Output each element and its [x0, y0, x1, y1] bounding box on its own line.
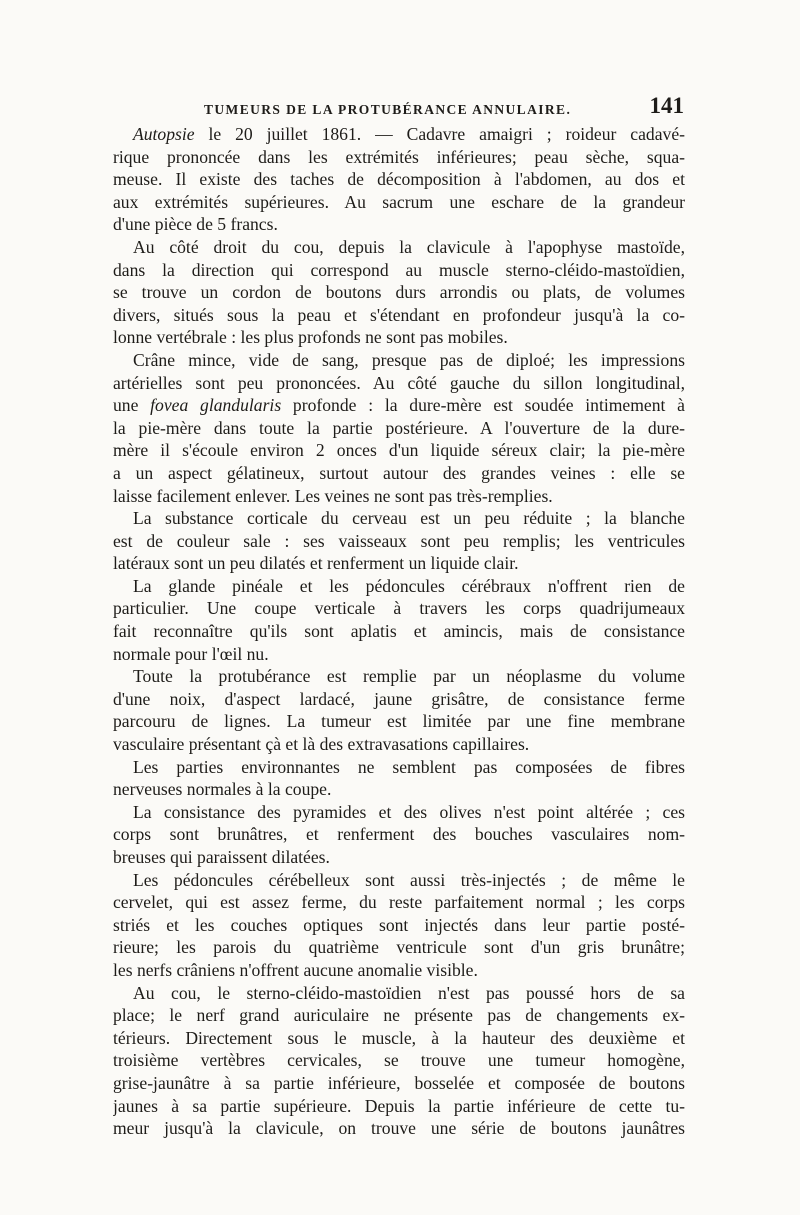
line-text: normale pour l'œil nu. [113, 643, 269, 664]
line-text: une [113, 395, 151, 416]
line-text: place; le nerf grand auriculaire ne présente pas de changements ex- [113, 1005, 685, 1026]
text-line [113, 1117, 685, 1140]
line-text: a un aspect gélatineux, surtout autour des grandes veines : elle se [113, 462, 685, 483]
line-text: La consistance des pyramides et des olives n'est point altérée ; ces [133, 801, 685, 822]
line-text: corps sont brunâtres, et renferment des bouches vasculaires nom- [113, 824, 685, 845]
line-text: nerveuses normales à la coupe. [113, 779, 332, 800]
page-number: 141 [649, 93, 684, 118]
text-line [113, 733, 685, 756]
text-line [113, 846, 685, 869]
text-line [113, 891, 685, 914]
line-text: La glande pinéale et les pédoncules cérébraux n'offrent rien de [133, 575, 685, 596]
text-line [113, 982, 685, 1005]
text-line [113, 710, 685, 733]
text-line [113, 191, 685, 214]
text-line [113, 213, 685, 236]
line-text: Les parties environnantes ne semblent pas composées de fibres [133, 756, 685, 777]
text-line [113, 304, 685, 327]
page-header [112, 93, 684, 122]
line-text: laisse facilement enlever. Les veines ne sont pas très-remplies. [113, 485, 553, 506]
text-line [113, 756, 685, 779]
line-text: fait reconnaître qu'ils sont aplatis et amincis, mais de consistance [113, 621, 685, 642]
text-line [113, 146, 685, 169]
line-text: Au cou, le sterno-cléido-mastoïdien n'est pas poussé hors de sa [133, 982, 685, 1003]
text-line [113, 168, 685, 191]
line-text: breuses qui paraissent dilatées. [113, 847, 330, 867]
line-text: latéraux sont un peu dilatés et renferment un liquide clair. [113, 553, 519, 574]
line-text: lonne vertébrale : les plus profonds ne sont pas mobiles. [113, 327, 508, 348]
text-line [113, 869, 685, 892]
text-line [113, 372, 685, 395]
text-line [113, 1004, 685, 1027]
line-text: Les pédoncules cérébelleux sont aussi très-injectés ; de même le [133, 869, 685, 890]
text-line [113, 281, 685, 304]
text-line [113, 349, 685, 372]
line-text: striés et les couches optiques sont injectés dans leur partie posté- [113, 914, 685, 935]
line-text: rique prononcée dans les extrémités inférieures; peau sèche, squa- [113, 146, 685, 167]
text-line [113, 1049, 685, 1072]
line-text: meur jusqu'à la clavicule, on trouve une série de boutons jaunâtres [113, 1118, 685, 1139]
text-line [113, 936, 685, 959]
text-line [113, 801, 685, 824]
line-text: vasculaire présentant çà et là des extravasations capillaires. [113, 734, 530, 755]
line-text: particulier. Une coupe verticale à travers les corps quadrijumeaux [113, 598, 685, 619]
text-line [113, 507, 685, 530]
text-line [113, 597, 685, 620]
line-text: térieurs. Directement sous le muscle, à la hauteur des deuxième et [113, 1027, 685, 1048]
text-line [113, 575, 685, 598]
line-text: Toute la protubérance est remplie par un néoplasme du volume [133, 666, 685, 687]
italic-term: Autopsie [133, 124, 195, 144]
text-line [113, 1027, 685, 1050]
line-text: Au côté droit du cou, depuis la clavicule à l'apophyse mastoïde, [133, 236, 685, 257]
text-line [113, 236, 685, 259]
text-line [113, 914, 685, 937]
line-text: aux extrémités supérieures. Au sacrum une eschare de la grandeur [113, 191, 685, 212]
line-text: cervelet, qui est assez ferme, du reste parfaitement normal ; les corps [113, 892, 685, 913]
text-line [113, 552, 685, 575]
text-line [113, 394, 685, 417]
line-text: le 20 juillet 1861. — Cadavre amaigri ; roideur cadavé- [194, 124, 685, 144]
line-text: parcouru de lignes. La tumeur est limitée par une fine membrane [113, 711, 685, 732]
line-text: troisième vertèbres cervicales, se trouve une tumeur homogène, [113, 1050, 685, 1071]
line-text: est de couleur sale : ses vaisseaux sont peu remplis; les ventricules [113, 530, 685, 551]
text-line [113, 123, 685, 146]
text-line [113, 485, 685, 508]
text-line [113, 439, 685, 462]
text-line [113, 688, 685, 711]
text-line [113, 665, 685, 688]
line-text: meuse. Il existe des taches de décomposition à l'abdomen, au dos et [113, 169, 685, 190]
line-text: mère il s'écoule environ 2 onces d'un liquide séreux clair; la pie-mère [113, 440, 685, 461]
line-text: La substance corticale du cerveau est un peu réduite ; la blanche [133, 508, 685, 529]
line-text: rieure; les parois du quatrième ventricule sont d'un gris brunâtre; [113, 937, 685, 958]
text-line [113, 1095, 685, 1118]
line-text: se trouve un cordon de boutons durs arrondis ou plats, de volumes [113, 282, 685, 303]
line-text: grise-jaunâtre à sa partie inférieure, bosselée et composée de boutons [113, 1072, 685, 1093]
line-text: artérielles sont peu prononcées. Au côté gauche du sillon longitudinal, [113, 372, 685, 393]
body-text [113, 123, 685, 1140]
line-text: divers, situés sous la peau et s'étendant en profondeur jusqu'à la co- [113, 304, 685, 325]
text-line [113, 620, 685, 643]
line-text: profonde : la dure-mère est soudée intimement à [281, 395, 685, 416]
text-line [113, 462, 685, 485]
italic-term: fovea glandularis [150, 395, 282, 416]
text-line [113, 643, 685, 666]
text-line [113, 417, 685, 440]
running-title: TUMEURS DE LA PROTUBÉRANCE ANNULAIRE. [204, 102, 572, 117]
line-text: les nerfs crâniens n'offrent aucune anomalie visible. [113, 959, 478, 980]
line-text: dans la direction qui correspond au muscle sterno-cléido-mastoïdien, [113, 259, 685, 280]
text-line [113, 1072, 685, 1095]
line-text: la pie-mère dans toute la partie postérieure. A l'ouverture de la dure- [113, 417, 685, 438]
text-line [113, 530, 685, 553]
text-line [113, 823, 685, 846]
line-text: d'une noix, d'aspect lardacé, jaune grisâtre, de consistance ferme [113, 688, 685, 709]
line-text: d'une pièce de 5 francs. [113, 214, 278, 235]
line-text: Crâne mince, vide de sang, presque pas de diploé; les impressions [133, 349, 685, 370]
line-text: jaunes à sa partie supérieure. Depuis la partie inférieure de cette tu- [113, 1095, 685, 1116]
text-line [113, 959, 685, 982]
text-line [113, 259, 685, 282]
text-line [113, 326, 685, 349]
text-line [113, 778, 685, 801]
